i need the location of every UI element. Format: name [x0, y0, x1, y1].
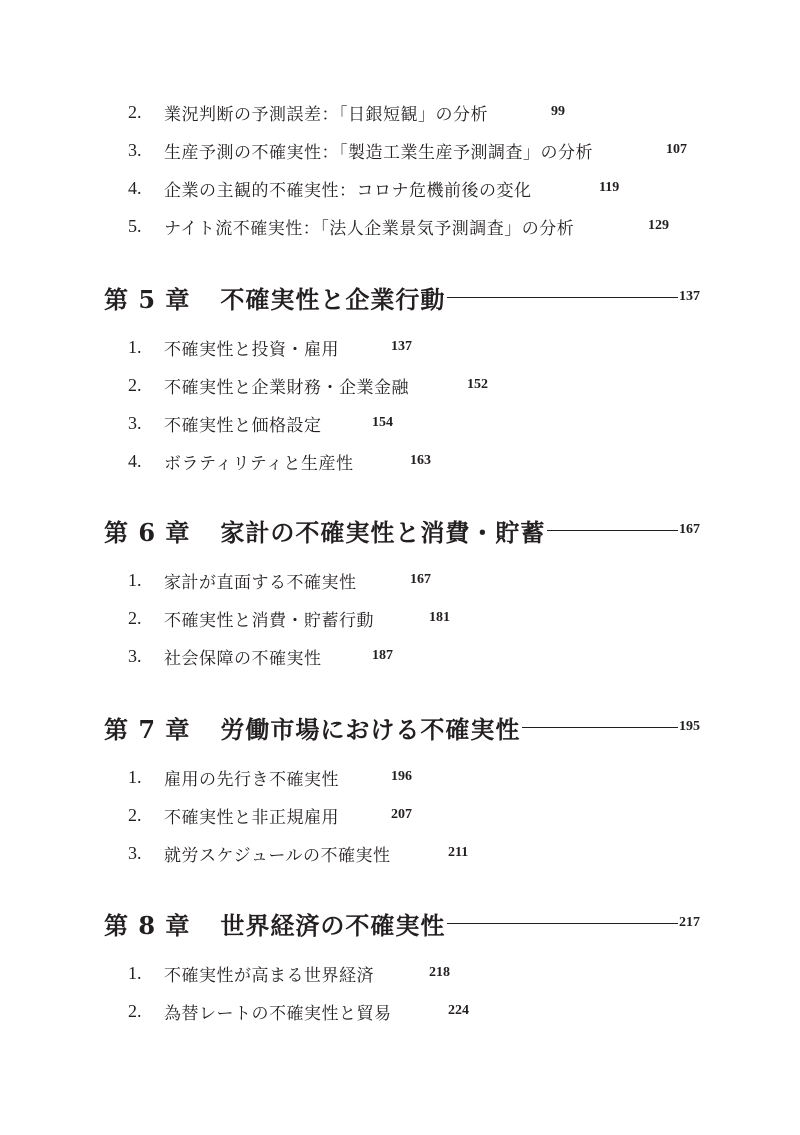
- chapter-heading[interactable]: [104, 512, 700, 548]
- item-page: 187: [372, 648, 393, 663]
- item-number: 3.: [128, 139, 142, 160]
- item-page: 196: [391, 769, 412, 784]
- item-number: 2.: [128, 607, 142, 628]
- item-page: 99: [551, 104, 565, 119]
- item-title: 就労スケジュールの不確実性: [164, 845, 391, 866]
- item-page: 107: [666, 142, 687, 157]
- item-number: 4.: [128, 177, 142, 198]
- chapter-title: 不確実性と企業行動: [220, 284, 446, 314]
- item-number: 2.: [128, 804, 142, 825]
- item-page: 181: [429, 610, 450, 625]
- leader-line: [447, 923, 678, 924]
- item-title: 不確実性が高まる世界経済: [164, 965, 374, 986]
- item-number: 1.: [128, 962, 142, 983]
- chapter-heading[interactable]: [104, 905, 700, 941]
- item-title: 家計が直面する不確実性: [164, 572, 357, 593]
- item-page: 119: [599, 180, 620, 195]
- chapter-page: 137: [679, 289, 700, 304]
- item-number: 2.: [128, 374, 142, 395]
- item-page: 218: [429, 965, 450, 980]
- chapter-heading[interactable]: [104, 279, 700, 315]
- item-page: 163: [410, 453, 431, 468]
- item-title: 雇用の先行き不確実性: [164, 769, 339, 790]
- item-page: 154: [372, 415, 393, 430]
- item-page: 211: [448, 845, 469, 860]
- item-title: 不確実性と非正規雇用: [164, 807, 339, 828]
- item-page: 152: [467, 377, 488, 392]
- item-number: 4.: [128, 450, 142, 471]
- item-title: 為替レートの不確実性と貿易: [164, 1003, 392, 1024]
- item-number: 2.: [128, 101, 142, 122]
- item-title: 不確実性と価格設定: [164, 415, 322, 436]
- item-number: 2.: [128, 1000, 142, 1021]
- item-title: 企業の主観的不確実性：コロナ危機前後の変化: [164, 180, 532, 201]
- item-number: 1.: [128, 336, 142, 357]
- leader-line: [447, 297, 678, 298]
- chapter-title: 労働市場における不確実性: [220, 714, 521, 744]
- item-title: 不確実性と消費・貯蓄行動: [164, 610, 374, 631]
- item-number: 1.: [128, 569, 142, 590]
- item-page: 129: [648, 218, 669, 233]
- chapter-page: 195: [679, 719, 700, 734]
- chapter-page: 167: [679, 522, 700, 537]
- leader-line: [522, 727, 678, 728]
- item-title: 不確実性と企業財務・企業金融: [164, 377, 409, 398]
- item-title: 社会保障の不確実性: [164, 648, 322, 669]
- item-title: 業況判断の予測誤差：「日銀短観」の分析: [164, 104, 488, 125]
- item-page: 224: [448, 1003, 469, 1018]
- item-title: 生産予測の不確実性：「製造工業生産予測調査」の分析: [164, 142, 593, 163]
- chapter-label: 第 6 章: [104, 517, 191, 547]
- item-number: 3.: [128, 645, 142, 666]
- chapter-label: 第 5 章: [104, 284, 191, 314]
- item-page: 137: [391, 339, 412, 354]
- item-number: 1.: [128, 766, 142, 787]
- item-title: ナイト流不確実性：「法人企業景気予測調査」の分析: [164, 218, 575, 239]
- chapter-label: 第 7 章: [104, 714, 191, 744]
- item-title: ボラティリティと生産性: [164, 453, 354, 474]
- chapter-label: 第 8 章: [104, 910, 191, 940]
- chapter-title: 世界経済の不確実性: [220, 910, 446, 940]
- item-page: 167: [410, 572, 431, 587]
- item-title: 不確実性と投資・雇用: [164, 339, 339, 360]
- chapter-page: 217: [679, 915, 700, 930]
- item-number: 3.: [128, 412, 142, 433]
- leader-line: [547, 530, 678, 531]
- item-number: 5.: [128, 215, 142, 236]
- chapter-title: 家計の不確実性と消費・貯蓄: [220, 517, 546, 547]
- item-number: 3.: [128, 842, 142, 863]
- chapter-heading[interactable]: [104, 709, 700, 745]
- item-page: 207: [391, 807, 412, 822]
